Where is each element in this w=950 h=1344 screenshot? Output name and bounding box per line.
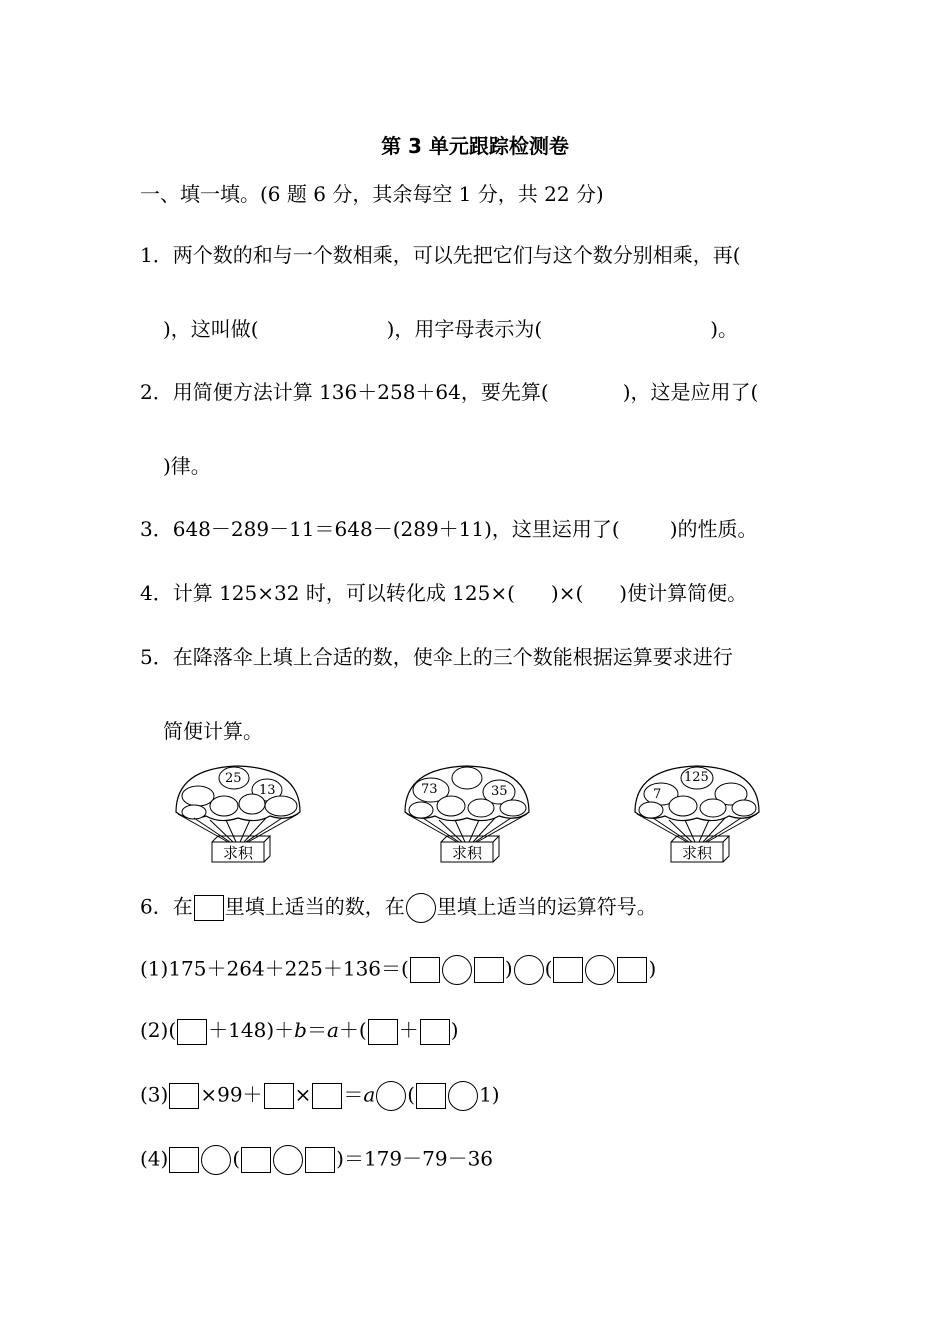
- parachute-1-number-1: 25: [225, 771, 242, 786]
- parachute-1-label: 求积: [222, 844, 253, 862]
- q1-line1: 1．两个数的和与一个数相乘，可以先把它们与这个数分别相乘，再(: [140, 243, 741, 267]
- parachute-3: [629, 762, 765, 870]
- q6-p4-text-b: (: [232, 1146, 241, 1171]
- q2-line2: )律。: [163, 454, 211, 478]
- parachute-1: [170, 762, 306, 870]
- q4-line: [140, 580, 747, 606]
- q6-p3-text-b: ×99＋: [200, 1082, 263, 1107]
- q6-p2-text-a: (2)(: [140, 1018, 177, 1042]
- q6-p3-text-d: ＝: [343, 1082, 364, 1107]
- p4-box-3[interactable]: [305, 1147, 335, 1173]
- p3-box-4[interactable]: [416, 1083, 446, 1109]
- circle-icon: [406, 893, 436, 923]
- q6-p1-text-b: ): [504, 956, 513, 981]
- parachute-3-label: 求积: [681, 844, 712, 862]
- q6-p1-text-d: ): [648, 956, 657, 981]
- parachute-2-number-2: 35: [491, 784, 508, 799]
- q6-p1-text-a: (1)175＋264＋225＋136＝(: [140, 956, 409, 981]
- parachute-3-number-2: 7: [653, 787, 662, 802]
- p4-circle-1[interactable]: [201, 1145, 231, 1175]
- p1-box-2[interactable]: [474, 957, 504, 983]
- q6-p2-text-e: ＋: [398, 1018, 419, 1042]
- q6-p2-text-b: ＋148)＋: [208, 1018, 295, 1042]
- q5-line2: 简便计算。: [163, 719, 263, 743]
- p1-circle-3[interactable]: [585, 955, 615, 985]
- p4-box-1[interactable]: [169, 1147, 199, 1173]
- q1-blank3-close: )。: [710, 317, 739, 341]
- q6-p3-text-e: (: [407, 1082, 416, 1107]
- q6-text-c: 里填上适当的运算符号。: [436, 894, 657, 919]
- q6-p3-text-c: ×: [294, 1082, 312, 1107]
- parachute-2-number-1: 73: [421, 782, 438, 797]
- q6-p2-text-d: ＋(: [338, 1018, 367, 1042]
- p3-circle-1[interactable]: [376, 1081, 406, 1111]
- parachute-3-number-1: 125: [684, 770, 709, 785]
- p2-box-3[interactable]: [420, 1019, 450, 1045]
- q5-line1: 5．在降落伞上填上合适的数，使伞上的三个数能根据运算要求进行: [140, 645, 733, 669]
- p3-circle-2[interactable]: [448, 1081, 478, 1111]
- q6-p2-var-b: b: [294, 1018, 307, 1042]
- parachute-1-number-2: 13: [259, 783, 276, 798]
- q6-p4-text-c: )＝179－79－36: [336, 1146, 494, 1171]
- q1-blank1-close: )，这叫做(: [163, 317, 259, 341]
- p1-box-1[interactable]: [410, 957, 440, 983]
- q4-text-b: )×(: [550, 581, 584, 605]
- p1-circle-1[interactable]: [442, 955, 472, 985]
- parachute-2-label: 求积: [451, 844, 482, 862]
- p4-circle-2[interactable]: [273, 1145, 303, 1175]
- q6-instruction: [140, 893, 657, 923]
- q1-line2: [163, 316, 738, 342]
- q1-blank2-close: )，用字母表示为(: [386, 317, 543, 341]
- q2-text-b: )，这是应用了(: [622, 380, 759, 404]
- q6-p3-text-f: 1): [479, 1082, 500, 1107]
- p2-box-1[interactable]: [177, 1019, 207, 1045]
- page-title: 第 3 单元跟踪检测卷: [381, 134, 569, 158]
- q6-text-b: 里填上适当的数，在: [224, 894, 405, 919]
- q3-text-b: )的性质。: [669, 517, 758, 541]
- q3-text-a: 3．648－289－11＝648－(289＋11)，这里运用了(: [140, 517, 620, 541]
- square-icon: [194, 895, 224, 921]
- q4-text-a: 4．计算 125×32 时，可以转化成 125×(: [140, 581, 515, 605]
- q3-line: [140, 516, 758, 542]
- p2-box-2[interactable]: [368, 1019, 398, 1045]
- q6-part2: [140, 1017, 459, 1045]
- p1-circle-2[interactable]: [514, 955, 544, 985]
- q2-line1: [140, 379, 758, 405]
- q6-part4: [140, 1145, 493, 1175]
- q6-p2-var-a: a: [326, 1018, 339, 1042]
- q6-p3-text-a: (3): [140, 1082, 169, 1107]
- q6-p2-text-f: ): [450, 1018, 459, 1042]
- q2-text-a: 2．用简便方法计算 136＋258＋64，要先算(: [140, 380, 549, 404]
- q6-p4-text-a: (4): [140, 1146, 169, 1171]
- p3-box-3[interactable]: [312, 1083, 342, 1109]
- p1-box-4[interactable]: [617, 957, 647, 983]
- q6-text-a: 6．在: [140, 894, 193, 919]
- q6-p1-text-c: (: [544, 956, 553, 981]
- q6-p3-var-a: a: [363, 1082, 376, 1107]
- parachute-2: [399, 762, 535, 870]
- q6-p2-text-c: ＝: [306, 1018, 327, 1042]
- p1-box-3[interactable]: [553, 957, 583, 983]
- p3-box-1[interactable]: [169, 1083, 199, 1109]
- section-heading: 一、填一填。(6 题 6 分，其余每空 1 分，共 22 分): [140, 182, 604, 206]
- q4-text-c: )使计算简便。: [619, 581, 748, 605]
- p4-box-2[interactable]: [241, 1147, 271, 1173]
- p3-box-2[interactable]: [264, 1083, 294, 1109]
- q6-part3: [140, 1081, 500, 1111]
- q6-part1: [140, 955, 656, 985]
